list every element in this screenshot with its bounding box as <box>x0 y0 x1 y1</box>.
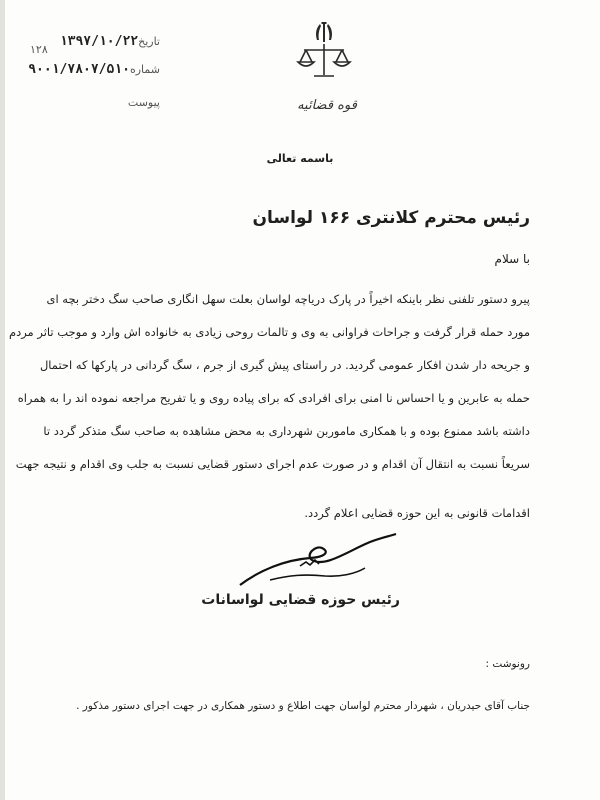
organization-name: قوه قضائیه <box>297 98 357 113</box>
document-code: ۱۲۸ <box>30 43 48 56</box>
greeting: با سلام <box>494 252 530 266</box>
recipient-heading: رئیس محترم کلانتری ۱۶۶ لواسان <box>252 208 530 228</box>
date-value: ۱۳۹۷/۱۰/۲۲ <box>59 34 139 49</box>
basmala-heading: باسمه تعالی <box>266 152 334 165</box>
number-value: ۹۰۰۱/۷۸۰۷/۵۱۰ <box>28 62 130 77</box>
signer-title: رئیس حوزه قضایی لواسانات <box>201 592 400 608</box>
body-line-4: حمله به عابرین و یا احساس نا امنی برای افرادی که برای پیاده روی و یا تفریح مراجعه نموده اند را به همراه <box>17 391 530 405</box>
body-line-2: مورد حمله قرار گرفت و جراحات فراوانی به وی و تالمات روحی زیادی به خانواده اش وارد و موجب تاثر مردم <box>8 325 530 339</box>
date-label: تاریخ <box>138 35 160 48</box>
attachment-field <box>128 96 160 109</box>
cc-text: جناب آقای حیدریان ، شهردار محترم لواسان جهت اطلاع و دستور همکاری در جهت اجرای دستور مذکور . <box>76 700 530 712</box>
body-line-6: سریعاً نسبت به انتقال آن اقدام و در صورت عدم اجرای دستور قضایی نسبت به جلب وی اقدام و نتیجه جهت <box>15 457 530 471</box>
body-line-1: پیرو دستور تلفنی نظر باینکه اخیراً در پارک دریاچه لواسان بعلت سهل انگاری صاحب سگ دختر بچه ای <box>46 292 530 306</box>
signature-scribble-icon <box>230 530 400 600</box>
judiciary-emblem-icon <box>292 20 356 82</box>
number-field <box>24 62 160 77</box>
body-line-7: اقدامات قانونی به این حوزه قضایی اعلام گردد. <box>304 506 530 520</box>
number-label: شماره <box>129 63 160 76</box>
page-edge-shadow <box>0 0 5 800</box>
body-line-5: داشته باشد ممنوع بوده و با همکاری ماموربن شهرداری به محض مشاهده به صاحب سگ متذکر گردد تا <box>43 424 530 438</box>
date-field <box>56 34 160 49</box>
body-line-3: و جریحه دار شدن افکار عمومی گردید. در راستای پیش گیری از جرم ، سگ گردانی در پارکها که احتمال <box>39 358 530 372</box>
attachment-label: پیوست <box>127 96 160 109</box>
cc-label: رونوشت : <box>485 658 530 670</box>
